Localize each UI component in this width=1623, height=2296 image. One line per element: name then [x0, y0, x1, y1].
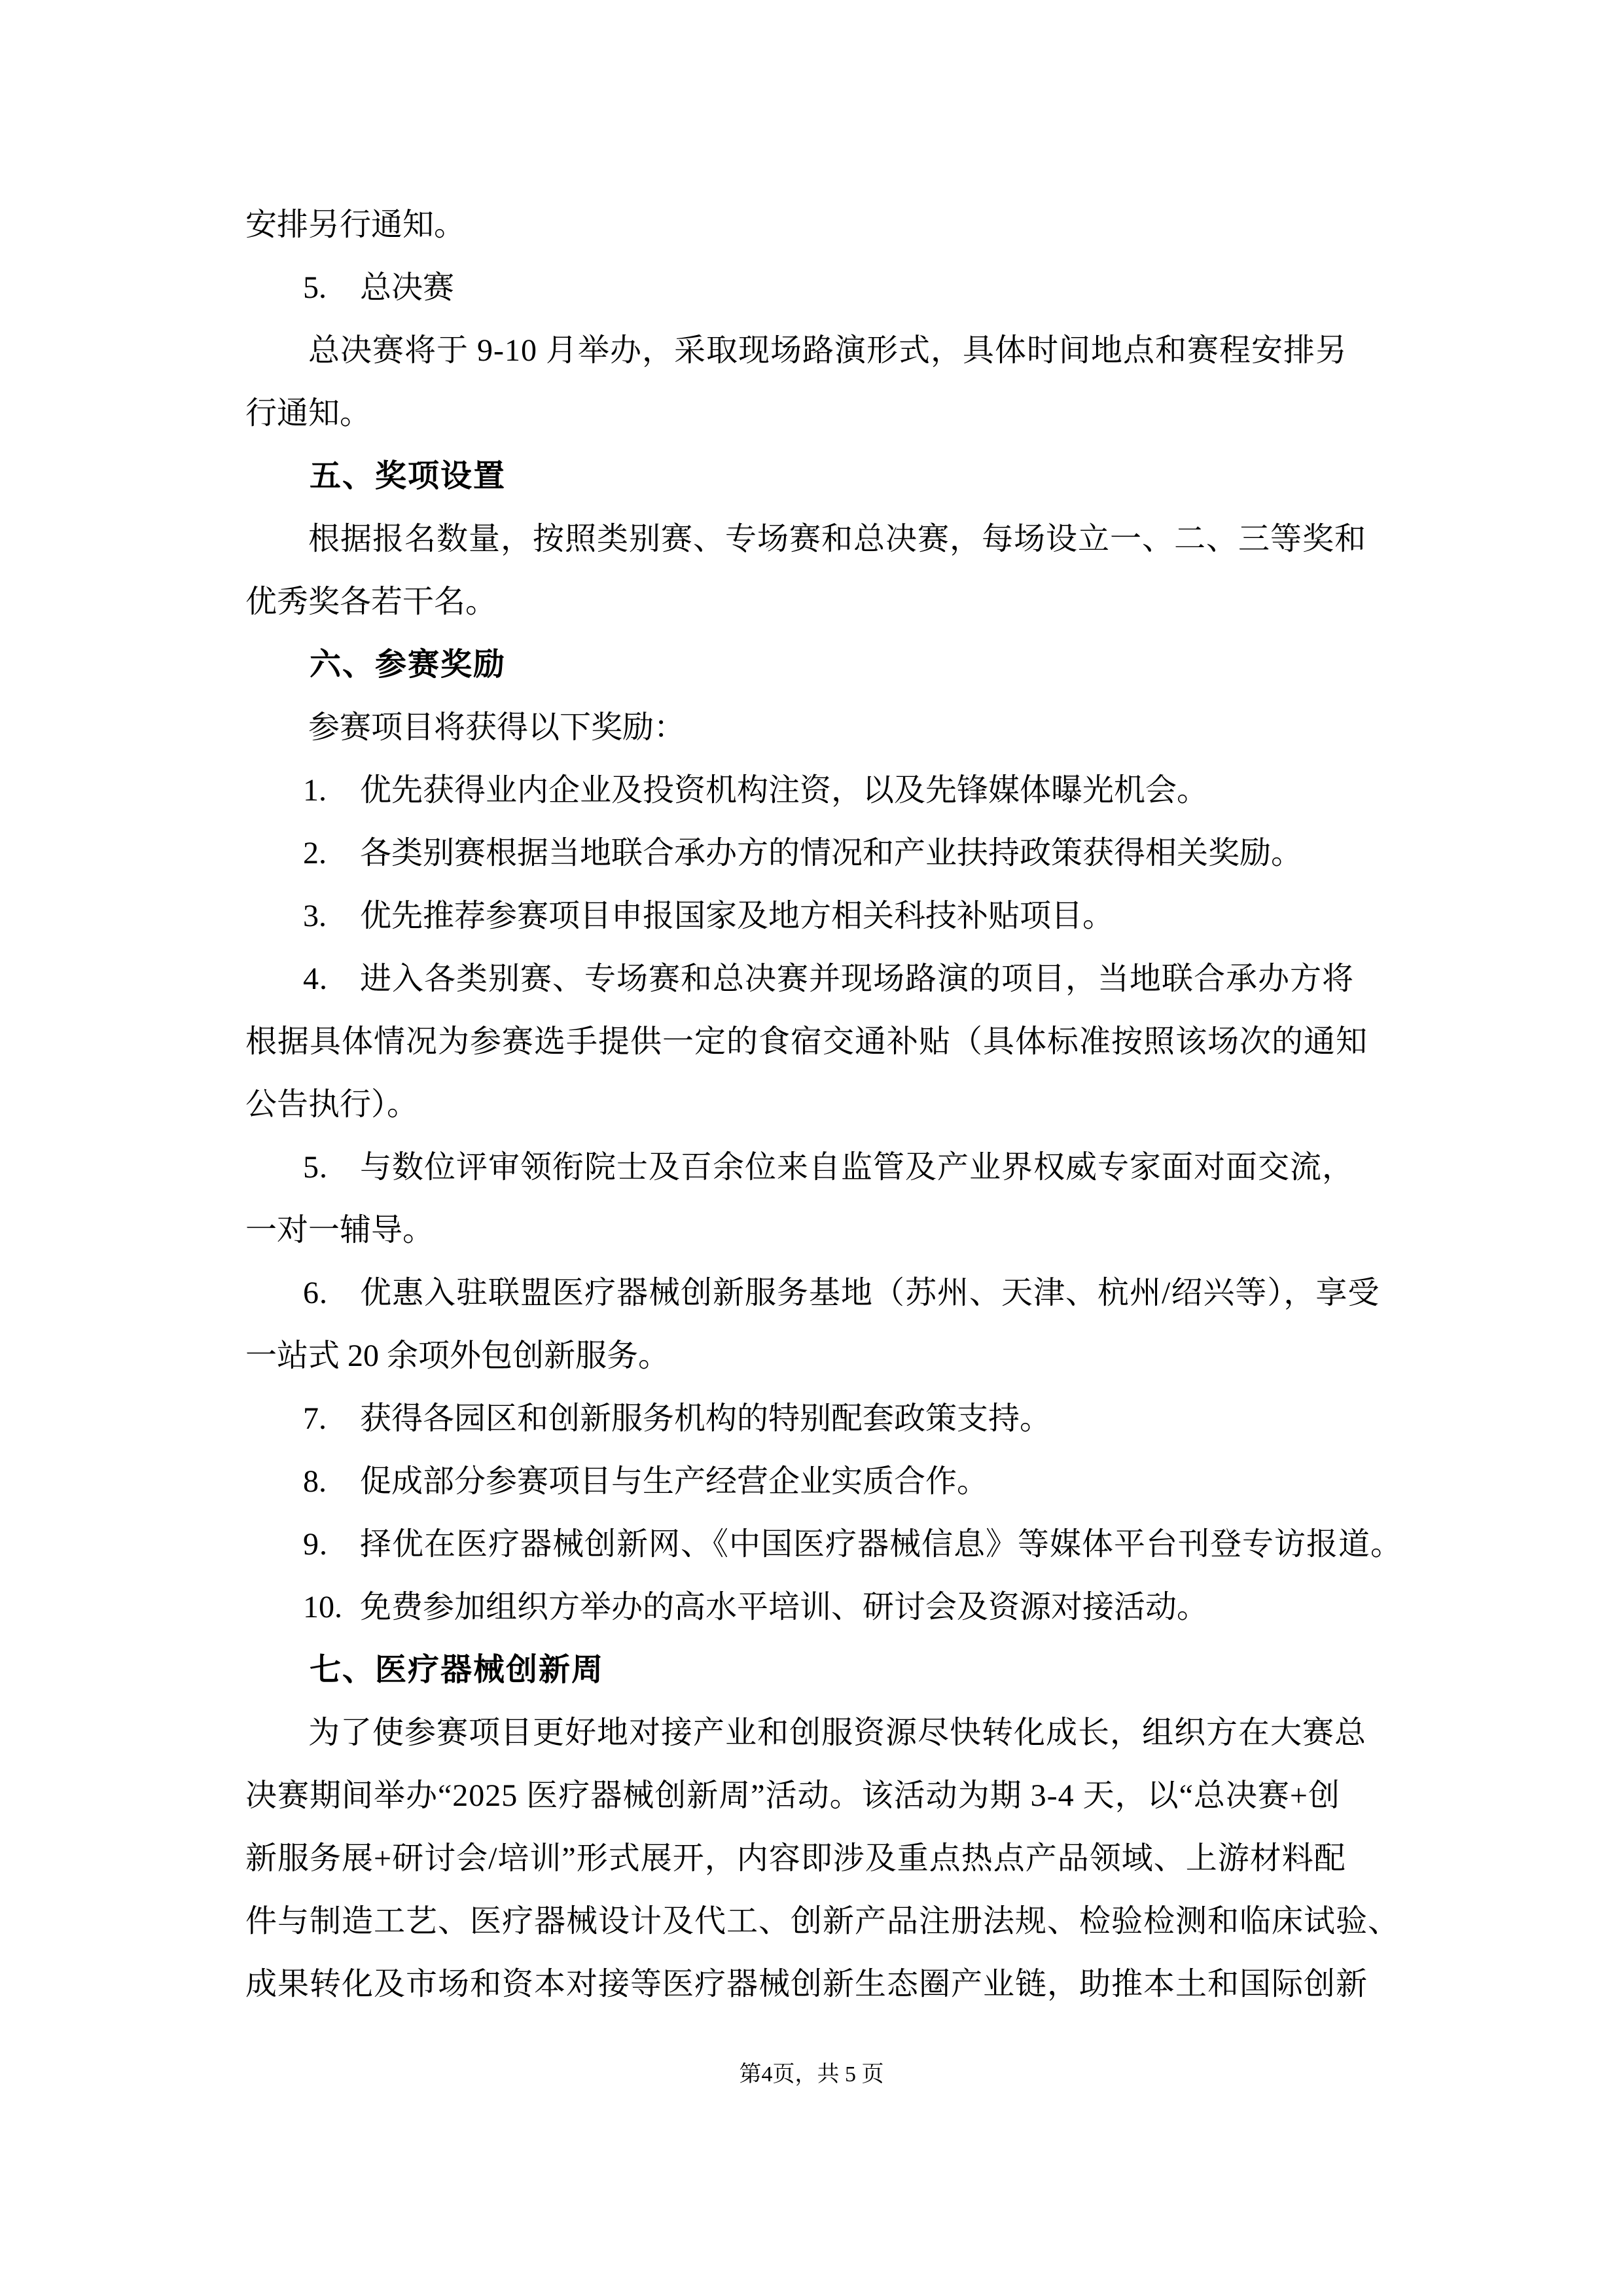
list-item	[245, 1450, 1378, 1513]
paragraph-line: 根据具体情况为参赛选手提供一定的食宿交通补贴（具体标准按照该场次的通知	[245, 1024, 1368, 1059]
list-item	[245, 1388, 1378, 1450]
section-heading: 六、参赛奖励	[310, 647, 507, 682]
list-item-text: 优先推荐参赛项目申报国家及地方相关科技补贴项目。	[360, 899, 1115, 933]
paragraph-line: 成果转化及市场和资本对接等医疗器械创新生态圈产业链，助推本土和国际创新	[245, 1967, 1368, 2001]
list-item-text: 优惠入驻联盟医疗器械创新服务基地（苏州、天津、杭州/绍兴等），享受	[360, 1276, 1380, 1310]
list-item-text: 免费参加组织方举办的高水平培训、研讨会及资源对接活动。	[360, 1590, 1209, 1624]
list-item-text: 优先获得业内企业及投资机构注资，以及先锋媒体曝光机会。	[360, 773, 1209, 808]
paragraph-line: 一站式 20 余项外包创新服务。	[245, 1338, 670, 1373]
list-item-number: 5.	[303, 1150, 328, 1185]
list-item-text: 总决赛	[360, 270, 455, 305]
list-item-number: 7.	[303, 1401, 327, 1436]
paragraph-line: 总决赛将于 9-10 月举办，采取现场路演形式，具体时间地点和赛程安排另	[308, 333, 1347, 368]
paragraph-line: 一对一辅导。	[245, 1213, 435, 1247]
document-body	[245, 194, 1403, 2016]
paragraph-line: 为了使参赛项目更好地对接产业和创服资源尽快转化成长，组织方在大赛总	[308, 1715, 1367, 1750]
list-item	[245, 948, 1378, 1011]
section-heading: 五、奖项设置	[310, 459, 507, 493]
paragraph-line: 安排另行通知。	[245, 207, 466, 242]
paragraph-line: 优秀奖各若干名。	[245, 584, 497, 619]
paragraph-line: 公告执行）。	[245, 1087, 419, 1122]
paragraph-line: 参赛项目将获得以下奖励：	[308, 710, 686, 745]
section-heading: 七、医疗器械创新周	[310, 1653, 605, 1687]
list-item-number: 5.	[303, 270, 327, 305]
list-item	[245, 1262, 1378, 1325]
paragraph-line: 件与制造工艺、医疗器械设计及代工、创新产品注册法规、检验检测和临床试验、	[245, 1904, 1400, 1939]
list-item-number: 2.	[303, 836, 327, 870]
list-item-text: 进入各类别赛、专场赛和总决赛并现场路演的项目，当地联合承办方将	[360, 961, 1355, 996]
list-item-text: 各类别赛根据当地联合承办方的情况和产业扶持政策获得相关奖励。	[360, 836, 1303, 870]
list-item-number: 1.	[303, 773, 327, 808]
list-item	[245, 1513, 1403, 1576]
list-item	[245, 885, 1378, 948]
list-item-number: 9.	[303, 1527, 328, 1562]
list-item-number: 6.	[303, 1276, 328, 1310]
list-item-text: 与数位评审领衔院士及百余位来自监管及产业界权威专家面对面交流，	[360, 1150, 1355, 1185]
list-item-number: 8.	[303, 1464, 327, 1499]
list-item-number: 4.	[303, 961, 328, 996]
paragraph-line: 行通知。	[245, 396, 372, 431]
list-item-text: 择优在医疗器械创新网、《中国医疗器械信息》等媒体平台刊登专访报道。	[360, 1527, 1403, 1562]
list-item-text: 促成部分参赛项目与生产经营企业实质合作。	[360, 1464, 989, 1499]
paragraph-line: 决赛期间举办“2025 医疗器械创新周”活动。该活动为期 3-4 天，以“总决赛+创	[245, 1778, 1340, 1813]
paragraph-line: 新服务展+研讨会/培训”形式展开，内容即涉及重点热点产品领域、上游材料配	[245, 1841, 1346, 1876]
list-item	[245, 257, 1378, 319]
list-item-number: 10.	[303, 1590, 342, 1624]
paragraph-line: 根据报名数量，按照类别赛、专场赛和总决赛，每场设立一、二、三等奖和	[308, 522, 1367, 556]
list-item	[245, 759, 1378, 822]
list-item-text: 获得各园区和创新服务机构的特别配套政策支持。	[360, 1401, 1052, 1436]
list-item	[245, 1576, 1378, 1639]
footer-page-number: 第4页，共 5 页	[739, 2062, 884, 2087]
list-item	[245, 822, 1378, 885]
list-item	[245, 1136, 1378, 1199]
list-item-number: 3.	[303, 899, 327, 933]
